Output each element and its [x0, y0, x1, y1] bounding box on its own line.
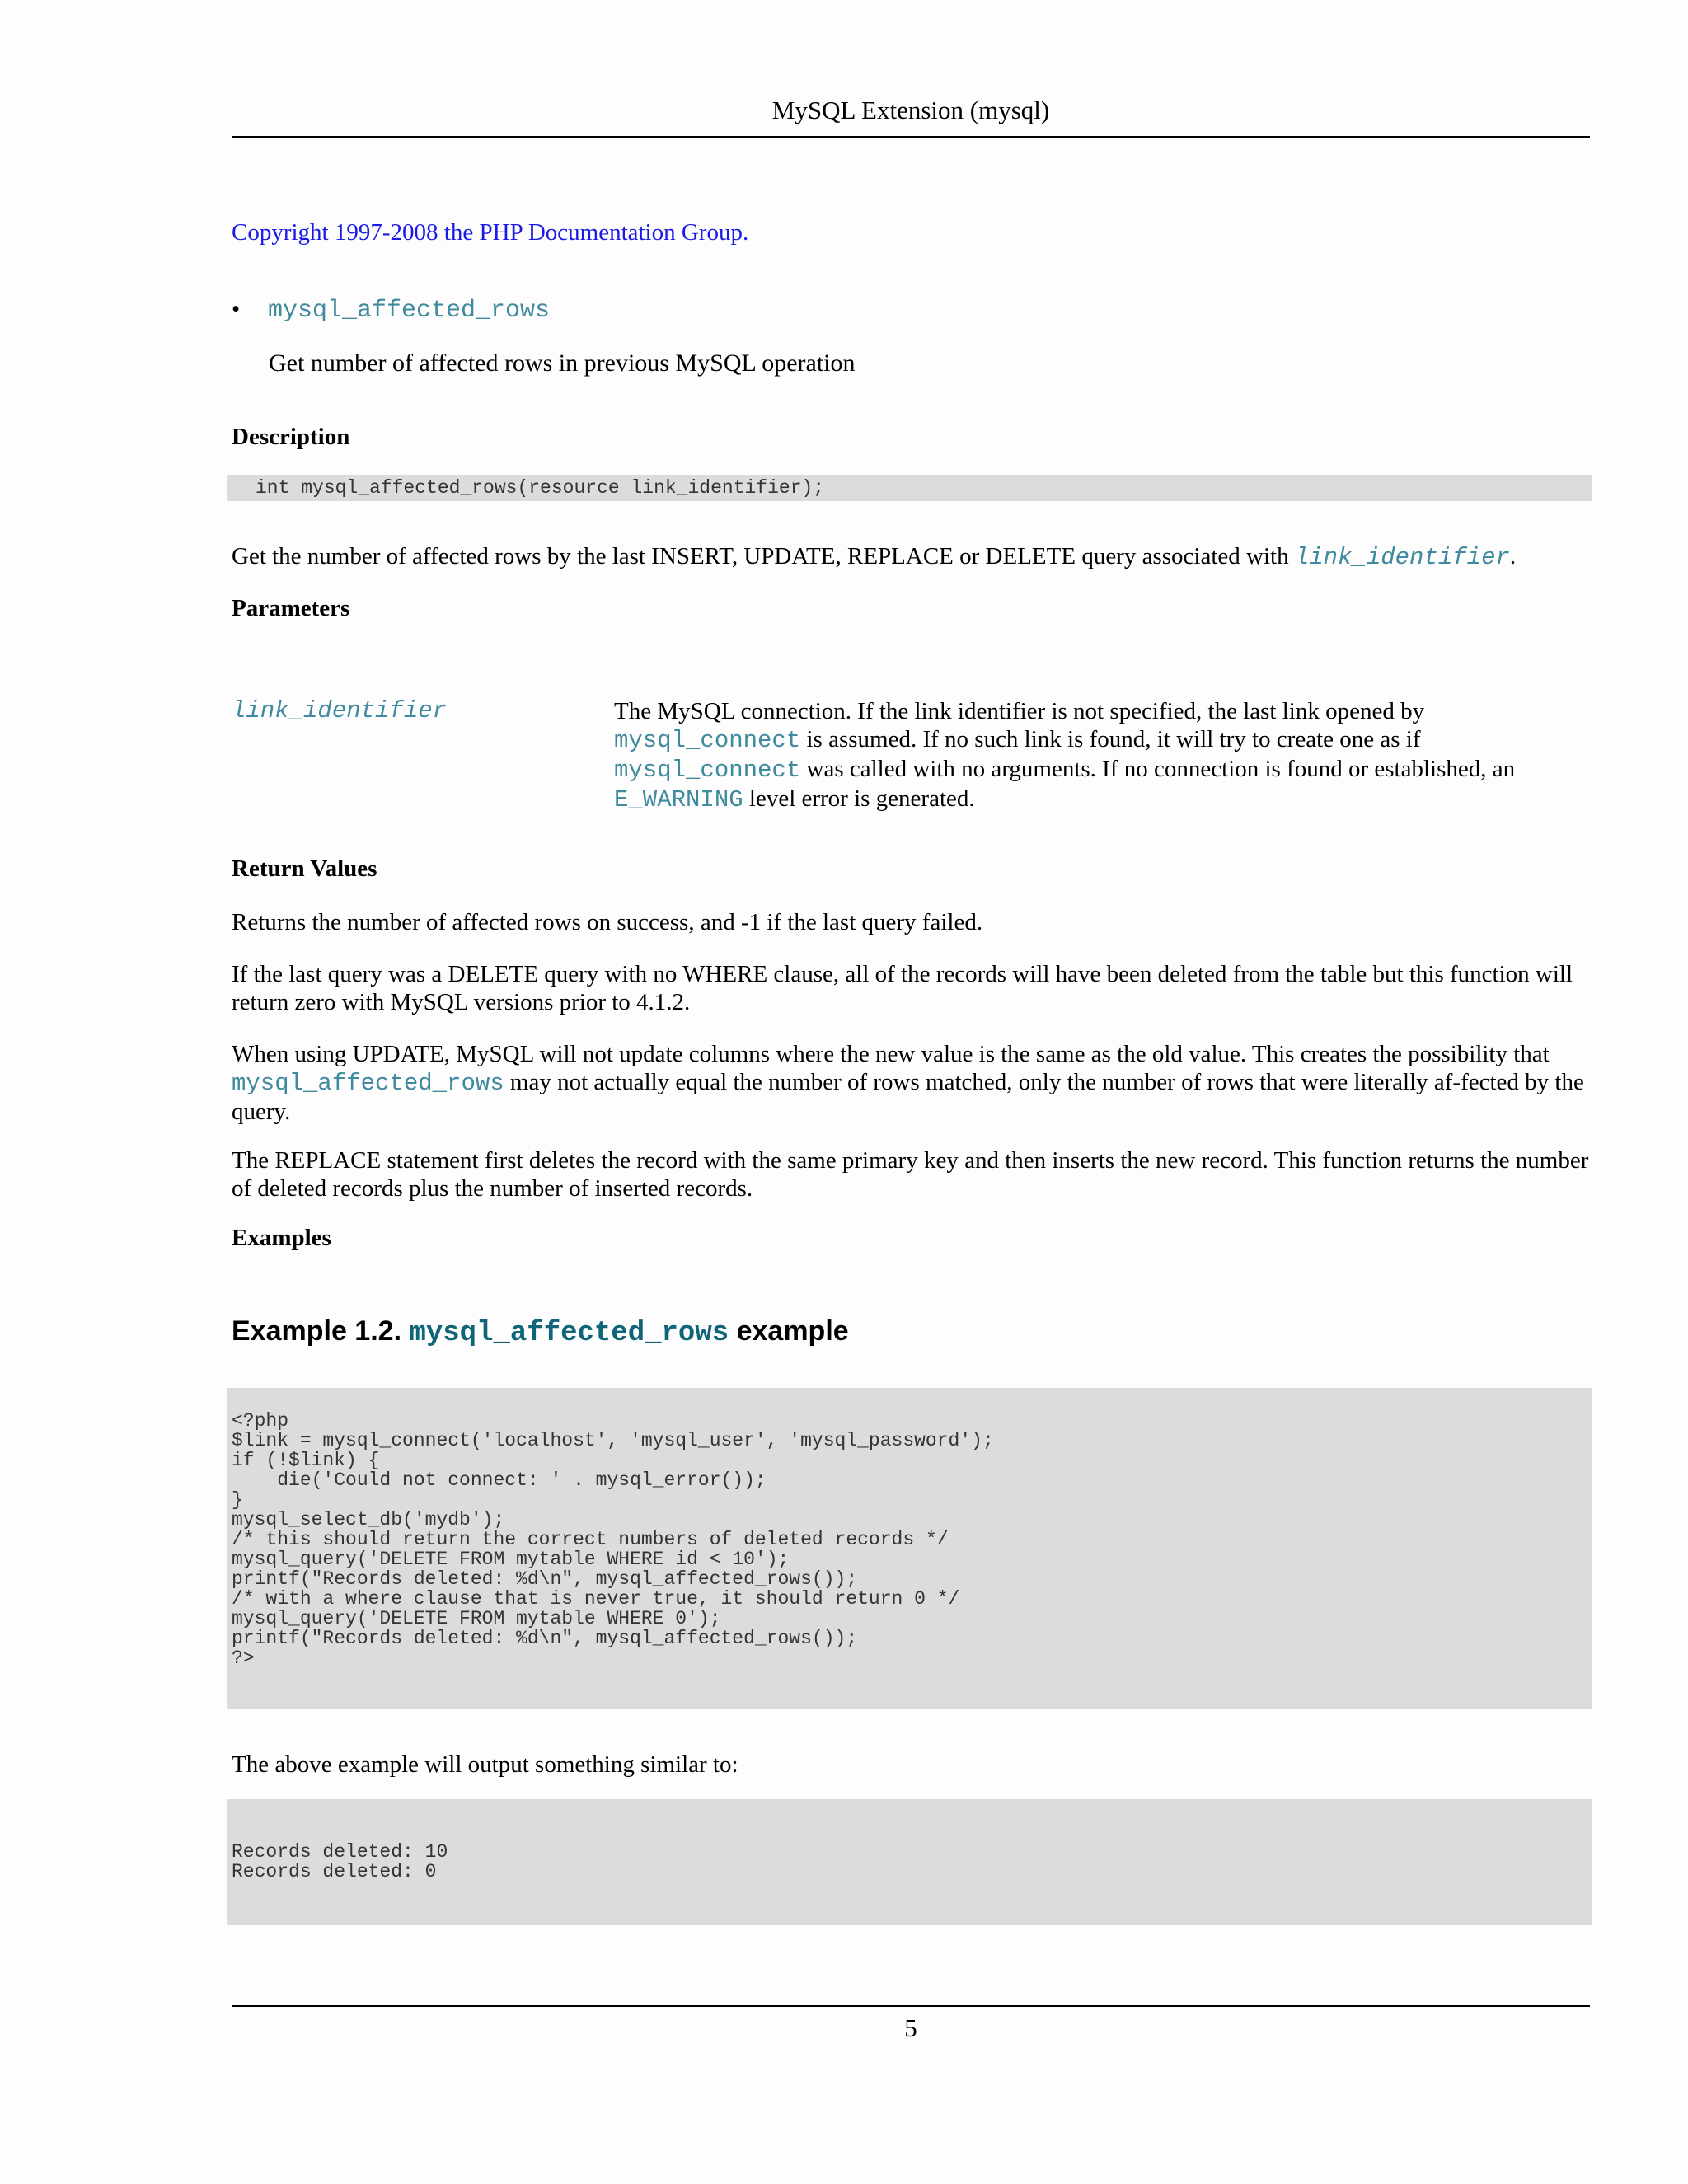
mysql-connect-link[interactable]: mysql_connect: [614, 757, 801, 784]
copyright-link[interactable]: Copyright 1997-2008 the PHP Documentation Group.: [232, 219, 749, 246]
footer-rule: [232, 2005, 1590, 2007]
running-header: MySQL Extension (mysql): [771, 96, 1050, 124]
description-text: [232, 542, 1590, 572]
function-name-link[interactable]: mysql_affected_rows: [268, 297, 551, 325]
examples-heading: Examples: [232, 1225, 331, 1251]
param-desc-part: The MySQL connection. If the link identifier is not specified, the last link opened by: [614, 698, 1425, 724]
p3-text-after: may not actually equal the number of rows matched, only the number of rows that were literally af-fected by the query.: [232, 1069, 1584, 1125]
param-desc-part: is assumed. If no such link is found, it will try to create one as if: [800, 726, 1421, 752]
parameters-heading: Parameters: [232, 595, 350, 621]
description-text-after: .: [1509, 543, 1517, 569]
param-desc-part: was called with no arguments. If no connection is found or established, an: [800, 756, 1516, 782]
example-title: [232, 1315, 849, 1349]
e-warning-link[interactable]: E_WARNING: [614, 786, 743, 813]
bullet-icon: •: [232, 296, 241, 322]
example-code: <?php $link = mysql_connect('localhost', 'mysql_user', 'mysql_password'); if (!$link) { die('Could not connect: ' . mysql_error()); } mysql_select_db('mydb'); /* this should return the correct numbers of deleted records */ mysql_query('DELETE FROM mytable WHERE id < 10'); printf("Records deleted: %d\n", mysql_affected_rows()); /* with a where clause that is never true, it should return 0 */ mysql_query('DELETE FROM mytable WHERE 0'); printf("Records deleted: %d\n", mysql_affected_rows()); ?>: [232, 1410, 994, 1669]
mysql-connect-link[interactable]: mysql_connect: [614, 727, 801, 754]
p3-text-before: When using UPDATE, MySQL will not update columns where the new value is the same as the old value. This creates the possibility that: [232, 1041, 1550, 1067]
example-output: Records deleted: 10 Records deleted: 0: [232, 1841, 448, 1882]
method-synopsis: int mysql_affected_rows(resource link_identifier);: [227, 475, 1592, 501]
function-summary: Get number of affected rows in previous MySQL operation: [269, 349, 856, 377]
description-heading: Description: [232, 424, 350, 450]
example-output-block: [227, 1799, 1592, 1925]
output-intro: The above example will output something similar to:: [232, 1751, 738, 1778]
return-values-p3: [232, 1040, 1590, 1126]
return-values-heading: Return Values: [232, 855, 377, 882]
param-description: [614, 697, 1590, 814]
mysql-affected-rows-link[interactable]: mysql_affected_rows: [232, 1070, 504, 1097]
return-values-p2: If the last query was a DELETE query with no WHERE clause, all of the records will have been deleted from the table but this function will return zero with MySQL versions prior to 4.1.2.: [232, 961, 1573, 1015]
example-title-prefix: Example 1.2.: [232, 1315, 410, 1347]
function-entry: [232, 296, 550, 325]
param-desc-part: level error is generated.: [743, 785, 975, 812]
example-code-block: [227, 1388, 1592, 1709]
return-values-p1: Returns the number of affected rows on success, and -1 if the last query failed.: [232, 909, 983, 935]
description-param-ref: link_identifier: [1294, 544, 1510, 571]
param-name: link_identifier: [232, 697, 448, 724]
return-values-p4: The REPLACE statement first deletes the record with the same primary key and then inserts the new record. This function returns the number of deleted records plus the number of inserted records.: [232, 1147, 1589, 1202]
header-rule: [232, 136, 1590, 138]
example-title-suffix: example: [729, 1315, 849, 1347]
description-text-before: Get the number of affected rows by the last INSERT, UPDATE, REPLACE or DELETE query associated with: [232, 543, 1295, 569]
page-number: 5: [904, 2013, 917, 2042]
example-title-function: mysql_affected_rows: [409, 1318, 729, 1349]
